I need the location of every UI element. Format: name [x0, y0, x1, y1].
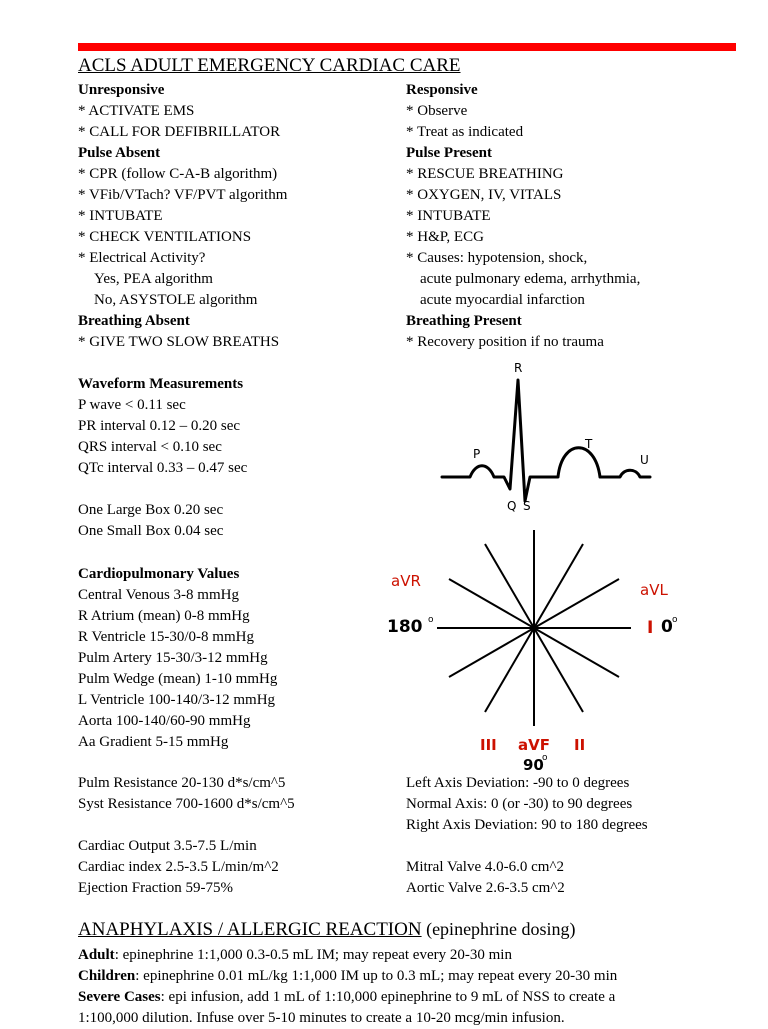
- list-item: acute myocardial infarction: [420, 292, 585, 308]
- list-item: Syst Resistance 700-1600 d*s/cm^5: [78, 796, 295, 812]
- lead-label-avl: aVL: [640, 581, 668, 599]
- lead-label-ii: II: [574, 736, 586, 754]
- list-item: * RESCUE BREATHING: [406, 166, 564, 182]
- list-item: * Electrical Activity?: [78, 250, 206, 266]
- list-item: Aorta 100-140/60-90 mmHg: [78, 713, 251, 729]
- list-item: * H&P, ECG: [406, 229, 484, 245]
- degree-symbol: o: [542, 753, 548, 763]
- heading-breathing-present: Breathing Present: [406, 313, 522, 329]
- dose-text: 1:100,000 dilution. Infuse over 5-10 minutes to create a 10-20 mcg/min infusion.: [78, 1010, 565, 1026]
- list-item: * Causes: hypotension, shock,: [406, 250, 588, 266]
- degree-label-180: 180: [387, 617, 423, 637]
- list-item: * CPR (follow C-A-B algorithm): [78, 166, 278, 182]
- list-item: Cardiac Output 3.5-7.5 L/min: [78, 838, 257, 854]
- list-item: L Ventricle 100-140/3-12 mmHg: [78, 692, 276, 708]
- anaphylaxis-line: [78, 987, 615, 1008]
- anaphylaxis-line: [78, 966, 617, 987]
- list-item: Central Venous 3-8 mmHg: [78, 587, 239, 603]
- list-item: Normal Axis: 0 (or -30) to 90 degrees: [406, 796, 633, 812]
- list-item: * CHECK VENTILATIONS: [78, 229, 252, 245]
- anaphylaxis-title: [78, 919, 576, 941]
- list-item: Cardiac index 2.5-3.5 L/min/m^2: [78, 859, 279, 875]
- list-item: * OXYGEN, IV, VITALS: [406, 187, 562, 203]
- anaphylaxis-heading: ANAPHYLAXIS / ALLERGIC REACTION: [78, 919, 422, 940]
- ecg-label-p: P: [473, 447, 481, 461]
- dose-text: : epinephrine 1:1,000 0.3-0.5 mL IM; may repeat every 20-30 min: [114, 947, 512, 963]
- list-item: Aortic Valve 2.6-3.5 cm^2: [406, 880, 565, 896]
- ecg-label-q: Q: [507, 499, 517, 513]
- list-item: * INTUBATE: [406, 208, 491, 224]
- dose-label-severe: Severe Cases: [78, 989, 161, 1005]
- list-item: R Atrium (mean) 0-8 mmHg: [78, 608, 250, 624]
- heading-unresponsive: Unresponsive: [78, 82, 165, 98]
- degree-symbol: o: [672, 615, 678, 625]
- anaphylaxis-subtitle: (epinephrine dosing): [421, 919, 576, 939]
- list-item: Ejection Fraction 59-75%: [78, 880, 233, 896]
- list-item: QTc interval 0.33 – 0.47 sec: [78, 460, 248, 476]
- ecg-label-u: U: [640, 453, 649, 467]
- lead-axis-lines: [437, 530, 631, 726]
- list-item: Pulm Wedge (mean) 1-10 mmHg: [78, 671, 278, 687]
- list-item: QRS interval < 0.10 sec: [78, 439, 222, 455]
- dose-label-children: Children: [78, 968, 136, 984]
- dose-label-adult: Adult: [78, 947, 115, 963]
- degree-label-0: 0: [661, 617, 673, 637]
- ecg-trace: [442, 380, 650, 501]
- ecg-label-r: R: [514, 361, 523, 375]
- heading-waveform-measurements: Waveform Measurements: [78, 376, 244, 392]
- lead-label-avr: aVR: [391, 572, 421, 590]
- lead-label-avf: aVF: [518, 736, 550, 754]
- dose-text: : epi infusion, add 1 mL of 1:10,000 epinephrine to 9 mL of NSS to create a: [160, 989, 616, 1005]
- list-item: * VFib/VTach? VF/PVT algorithm: [78, 187, 288, 203]
- anaphylaxis-line: [78, 945, 512, 966]
- lead-label-iii: III: [480, 736, 497, 754]
- list-item: P wave < 0.11 sec: [78, 397, 186, 413]
- list-item: * GIVE TWO SLOW BREATHS: [78, 334, 280, 350]
- list-item: PR interval 0.12 – 0.20 sec: [78, 418, 241, 434]
- list-item: One Large Box 0.20 sec: [78, 502, 224, 518]
- ecg-label-s: S: [523, 499, 531, 513]
- list-item: * CALL FOR DEFIBRILLATOR: [78, 124, 281, 140]
- heading-pulse-present: Pulse Present: [406, 145, 492, 161]
- anaphylaxis-line: [78, 1008, 565, 1029]
- list-item: Mitral Valve 4.0-6.0 cm^2: [406, 859, 564, 875]
- list-item: * Recovery position if no trauma: [406, 334, 604, 350]
- heading-pulse-absent: Pulse Absent: [78, 145, 161, 161]
- list-item: No, ASYSTOLE algorithm: [94, 292, 258, 308]
- ecg-waveform-diagram: [430, 358, 710, 518]
- heading-breathing-absent: Breathing Absent: [78, 313, 190, 329]
- page-title: ACLS ADULT EMERGENCY CARDIAC CARE: [78, 55, 461, 76]
- list-item: * ACTIVATE EMS: [78, 103, 195, 119]
- lead-label-i: I: [647, 618, 654, 638]
- degree-symbol: o: [428, 615, 434, 625]
- heading-cardiopulmonary-values: Cardiopulmonary Values: [78, 566, 240, 582]
- list-item: * Observe: [406, 103, 468, 119]
- list-item: Pulm Artery 15-30/3-12 mmHg: [78, 650, 268, 666]
- list-item: R Ventricle 15-30/0-8 mmHg: [78, 629, 254, 645]
- list-item: * Treat as indicated: [406, 124, 524, 140]
- dose-text: : epinephrine 0.01 mL/kg 1:1,000 IM up to 0.3 mL; may repeat every 20-30 min: [135, 968, 618, 984]
- ecg-label-t: T: [585, 437, 593, 451]
- list-item: Aa Gradient 5-15 mmHg: [78, 734, 229, 750]
- degree-label-90: 90: [523, 756, 544, 774]
- list-item: Right Axis Deviation: 90 to 180 degrees: [406, 817, 648, 833]
- list-item: acute pulmonary edema, arrhythmia,: [420, 271, 641, 287]
- list-item: One Small Box 0.04 sec: [78, 523, 224, 539]
- header-accent-bar: [78, 43, 736, 51]
- list-item: Left Axis Deviation: -90 to 0 degrees: [406, 775, 630, 791]
- list-item: Yes, PEA algorithm: [94, 271, 213, 287]
- list-item: Pulm Resistance 20-130 d*s/cm^5: [78, 775, 286, 791]
- heading-responsive: Responsive: [406, 82, 478, 98]
- hexaxial-lead-diagram: [380, 530, 690, 775]
- list-item: * INTUBATE: [78, 208, 163, 224]
